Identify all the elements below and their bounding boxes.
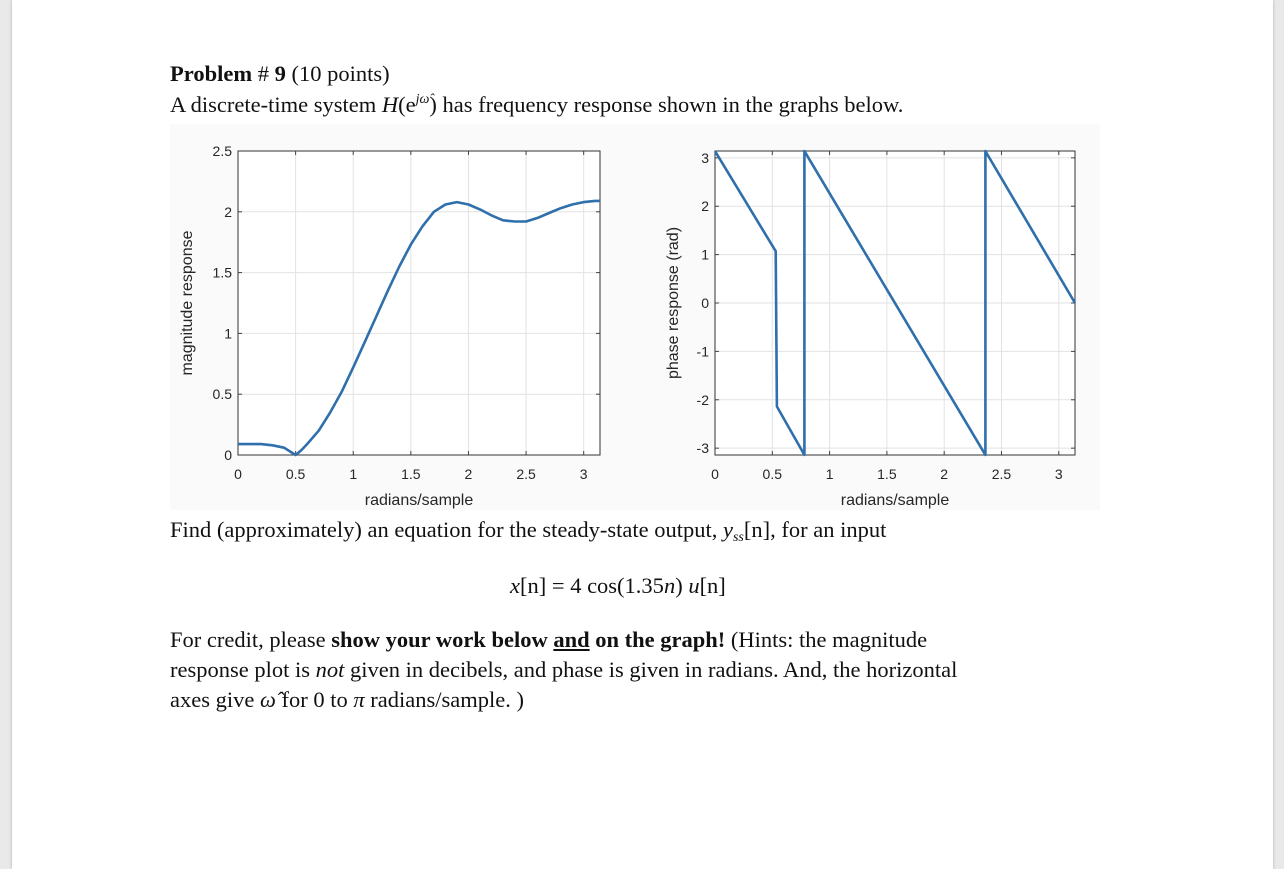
- magnitude-xtick-label: 0.5: [285, 466, 306, 482]
- problem-number: 9: [274, 61, 286, 86]
- intro-exponent: jω̂: [415, 92, 430, 107]
- intro-text-1: A discrete-time system: [170, 92, 382, 117]
- question-y: y: [722, 517, 733, 542]
- input-equation: [510, 572, 726, 600]
- phase-ylabel: phase response (rad): [665, 226, 682, 380]
- problem-intro: [170, 91, 903, 119]
- eq-u: u: [688, 573, 700, 598]
- phase-xtick-label: 1.5: [877, 466, 897, 482]
- phase-ytick-label: 0: [701, 295, 709, 311]
- instr-1a: For credit, please: [170, 627, 332, 652]
- magnitude-ytick-label: 1: [224, 325, 232, 342]
- instr-bold-1: show your work below: [331, 627, 554, 652]
- phase-xlabel: radians/sample: [840, 492, 950, 509]
- instr-pi: π: [353, 687, 365, 712]
- phase-xtick-label: 0.5: [762, 466, 783, 482]
- instr-not: not: [315, 657, 345, 682]
- instr-bold-2: on the graph!: [589, 627, 726, 652]
- frequency-response-figure: [170, 124, 1100, 510]
- instr-1b: (Hints: the magnitude: [725, 627, 928, 652]
- magnitude-xlabel: radians/sample: [364, 492, 474, 509]
- instr-2a: response plot is: [170, 657, 316, 682]
- instr-2b: given in decibels, and phase is given in radians. And, the horizontal: [344, 657, 958, 682]
- eq-body: = 4 cos(1.35: [546, 573, 664, 598]
- phase-ytick-label: -2: [696, 391, 709, 408]
- figure-plots: [170, 124, 1100, 510]
- phase-ytick-label: 1: [701, 246, 709, 263]
- phase-xtick-label: 3: [1054, 466, 1063, 482]
- instructions-line-1: [170, 626, 927, 654]
- phase-xtick-label: 2: [940, 466, 949, 482]
- magnitude-xtick-label: 2.5: [516, 466, 536, 482]
- eq-x: x: [510, 573, 520, 598]
- phase-ytick-label: -1: [696, 343, 709, 360]
- phase-xtick-label: 0: [711, 466, 719, 482]
- question-text: [170, 516, 886, 544]
- question-arg: [n]: [743, 517, 771, 542]
- phase-ytick-label: 3: [701, 149, 709, 166]
- magnitude-ylabel: magnitude response: [179, 230, 196, 376]
- intro-text-2: has frequency response shown in the graphs below.: [436, 92, 904, 117]
- eq-n-1: [n]: [520, 573, 547, 598]
- instr-omega: ω̂: [259, 687, 276, 712]
- magnitude-ytick-label: 0: [224, 447, 232, 463]
- instructions-line-3: [170, 686, 524, 714]
- eq-close: ): [675, 573, 689, 598]
- instructions-line-2: [170, 656, 957, 684]
- magnitude-xtick-label: 1.5: [401, 466, 421, 482]
- magnitude-ytick-label: 0.5: [212, 386, 232, 403]
- instr-3a: axes give: [170, 687, 260, 712]
- problem-label: Problem: [170, 61, 253, 86]
- magnitude-xtick-label: 3: [579, 466, 588, 482]
- phase-xtick-label: 1: [825, 466, 834, 482]
- question-text-2: , for an input: [770, 517, 887, 542]
- magnitude-plot-area: [238, 151, 600, 455]
- magnitude-ytick-label: 2.5: [212, 143, 232, 159]
- question-text-1: Find (approximately) an equation for the steady-state output,: [170, 517, 723, 542]
- problem-heading: [170, 60, 390, 88]
- problem-hash: #: [257, 61, 269, 86]
- magnitude-xtick-label: 1: [349, 466, 358, 482]
- intro-open: (e: [398, 92, 416, 117]
- document-page: [12, 0, 1273, 869]
- instr-3b: for 0 to: [275, 687, 354, 712]
- question-subscript: ss: [732, 530, 744, 545]
- eq-n-3: [n]: [699, 573, 726, 598]
- intro-h: H: [381, 92, 399, 117]
- phase-ytick-label: 2: [701, 198, 709, 215]
- magnitude-xtick-label: 0: [234, 466, 242, 482]
- magnitude-ytick-label: 2: [224, 203, 232, 220]
- phase-xtick-label: 2.5: [991, 466, 1012, 482]
- magnitude-xtick-label: 2: [464, 466, 473, 482]
- eq-n-2: n: [663, 573, 676, 598]
- magnitude-ytick-label: 1.5: [212, 264, 232, 281]
- instr-3c: radians/sample. ): [364, 687, 524, 712]
- intro-close: ): [429, 92, 437, 117]
- instr-and: and: [553, 627, 590, 652]
- problem-points: (10 points): [291, 61, 390, 86]
- phase-ytick-label: -3: [696, 440, 709, 457]
